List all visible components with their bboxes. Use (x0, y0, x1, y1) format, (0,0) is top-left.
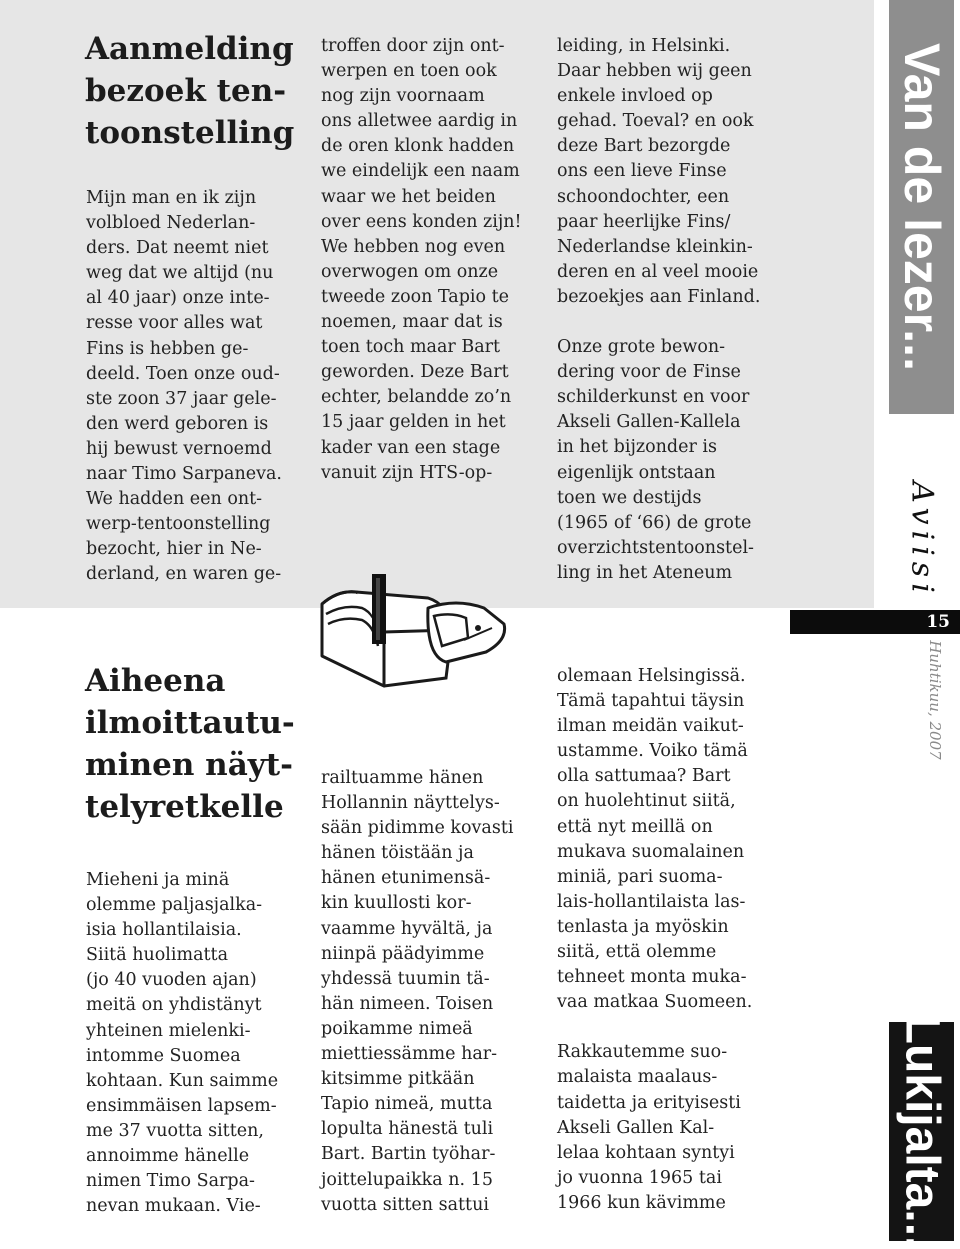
finnish-column-1 (86, 868, 278, 1219)
finnish-article-heading: Aiheena ilmoittautu- minen näyt- telyretkelle (85, 663, 295, 825)
page-number-bar (790, 610, 960, 634)
dutch-paragraph: Mijn man en ik zijn volbloed Nederlan- ders. Dat neemt niet weg dat we altijd (nu al 40 jaar) onze inte- resse voor alles wat Fins is hebben ge- deeld. Toen onze oud- ste zoon 37 jaar gele- den werd geboren is hij bewust vernoemd naar Timo Sarpaneva. We hadden een ont- werp-tentoonstelling bezocht, hier in Ne- derland, en waren ge- (86, 188, 282, 585)
dutch-paragraph: troffen door zijn ont- werpen en toen ook nog zijn voornaam ons alletwee aardig in de oren klonk hadden we eindelijk een naam waar we het beiden over eens konden zijn! We hebben nog even overwogen om onze tweede zoon Tapio te noemen, maar dat is toen toch maar Bart geworden. Deze Bart echter, belandde zo’n 15 jaar gelden in het kader van een stage vanuit zijn HTS-op- (321, 36, 522, 483)
dutch-column-3 (557, 34, 760, 586)
magazine-name: Aviisi (904, 481, 939, 599)
finnish-column-3 (557, 664, 752, 1216)
dutch-column-1 (86, 186, 282, 588)
dutch-paragraph: Onze grote bewon- dering voor de Finse schilderkunst en voor Akseli Gallen-Kallela in het bijzonder is eigenlijk ontstaan toen we destijds (1965 of ‘66) de grote overzichtstentoonstel- ling in het Ateneum (557, 337, 754, 583)
section-title-dutch: Van de lezer... (893, 43, 950, 371)
section-title-finnish: Lukijalta... (895, 1014, 948, 1249)
finnish-column-2 (321, 766, 513, 1218)
mailbox-icon (316, 568, 516, 690)
dutch-article-heading: Aanmelding bezoek ten- toonstelling (85, 31, 295, 151)
section-title-band-bottom (889, 1014, 954, 1249)
dutch-column-2 (321, 34, 522, 486)
finnish-paragraph: railtuamme hänen Hollannin näyttelys- sään pidimme kovasti hänen töistään ja hänen etunimensä- kin kuullosti kor- vaamme hyvältä, ja niinpä päädyimme yhdessä tuumin tä- hän nimeen. Toisen poikamme nimeä miettiessämme har- kitsimme pitkään Tapio nimeä, mutta lopulta hänestä tuli Bart. Bartin työhar- joittelupaikka n. 15 vuotta sitten sattui (321, 768, 514, 1215)
finnish-paragraph: Mieheni ja minä olemme paljasjalka- isia hollantilaisia. Siitä huolimatta (jo 40 vuoden ajan) meitä on yhdistänyt yhteinen mielenki- intomme Suomea kohtaan. Kun saimme ensimmäisen lapsem- me 37 vuotta sitten, annoimme hänelle nimen Timo Sarpa- nevan mukaan. Vie- (86, 870, 279, 1217)
issue-date: Huhtikuu, 2007 (926, 640, 944, 760)
issue-date-box (915, 640, 955, 760)
magazine-logo (889, 470, 954, 610)
finnish-paragraph: Rakkautemme suo- malaista maalaus- taidetta ja erityisesti Akseli Gallen Kal- lelaa kohtaan syntyi jo vuonna 1965 tai 1966 kun kävimme (557, 1042, 741, 1213)
dutch-paragraph: leiding, in Helsinki. Daar hebben wij geen enkele invloed op gehad. Toeval? en ook deze Bart bezorgde ons een lieve Finse schoondochter, een paar heerlijke Fins/ Nederlandse kleinkin- deren en al veel mooie bezoekjes aan Finland. (557, 36, 761, 307)
section-title-band-top (889, 0, 954, 414)
page-number: 15 (926, 612, 950, 632)
finnish-paragraph: olemaan Helsingissä. Tämä tapahtui täysin ilman meidän vaikut- ustamme. Voiko tämä olla sattumaa? Bart on huolehtinut siitä, että nyt meillä on mukava suomalainen miniä, pari suoma- lais-hollantilaista las- tenlasta ja myöskin siitä, että olemme tehneet monta muka- vaa matkaa Suomeen. (557, 666, 753, 1013)
